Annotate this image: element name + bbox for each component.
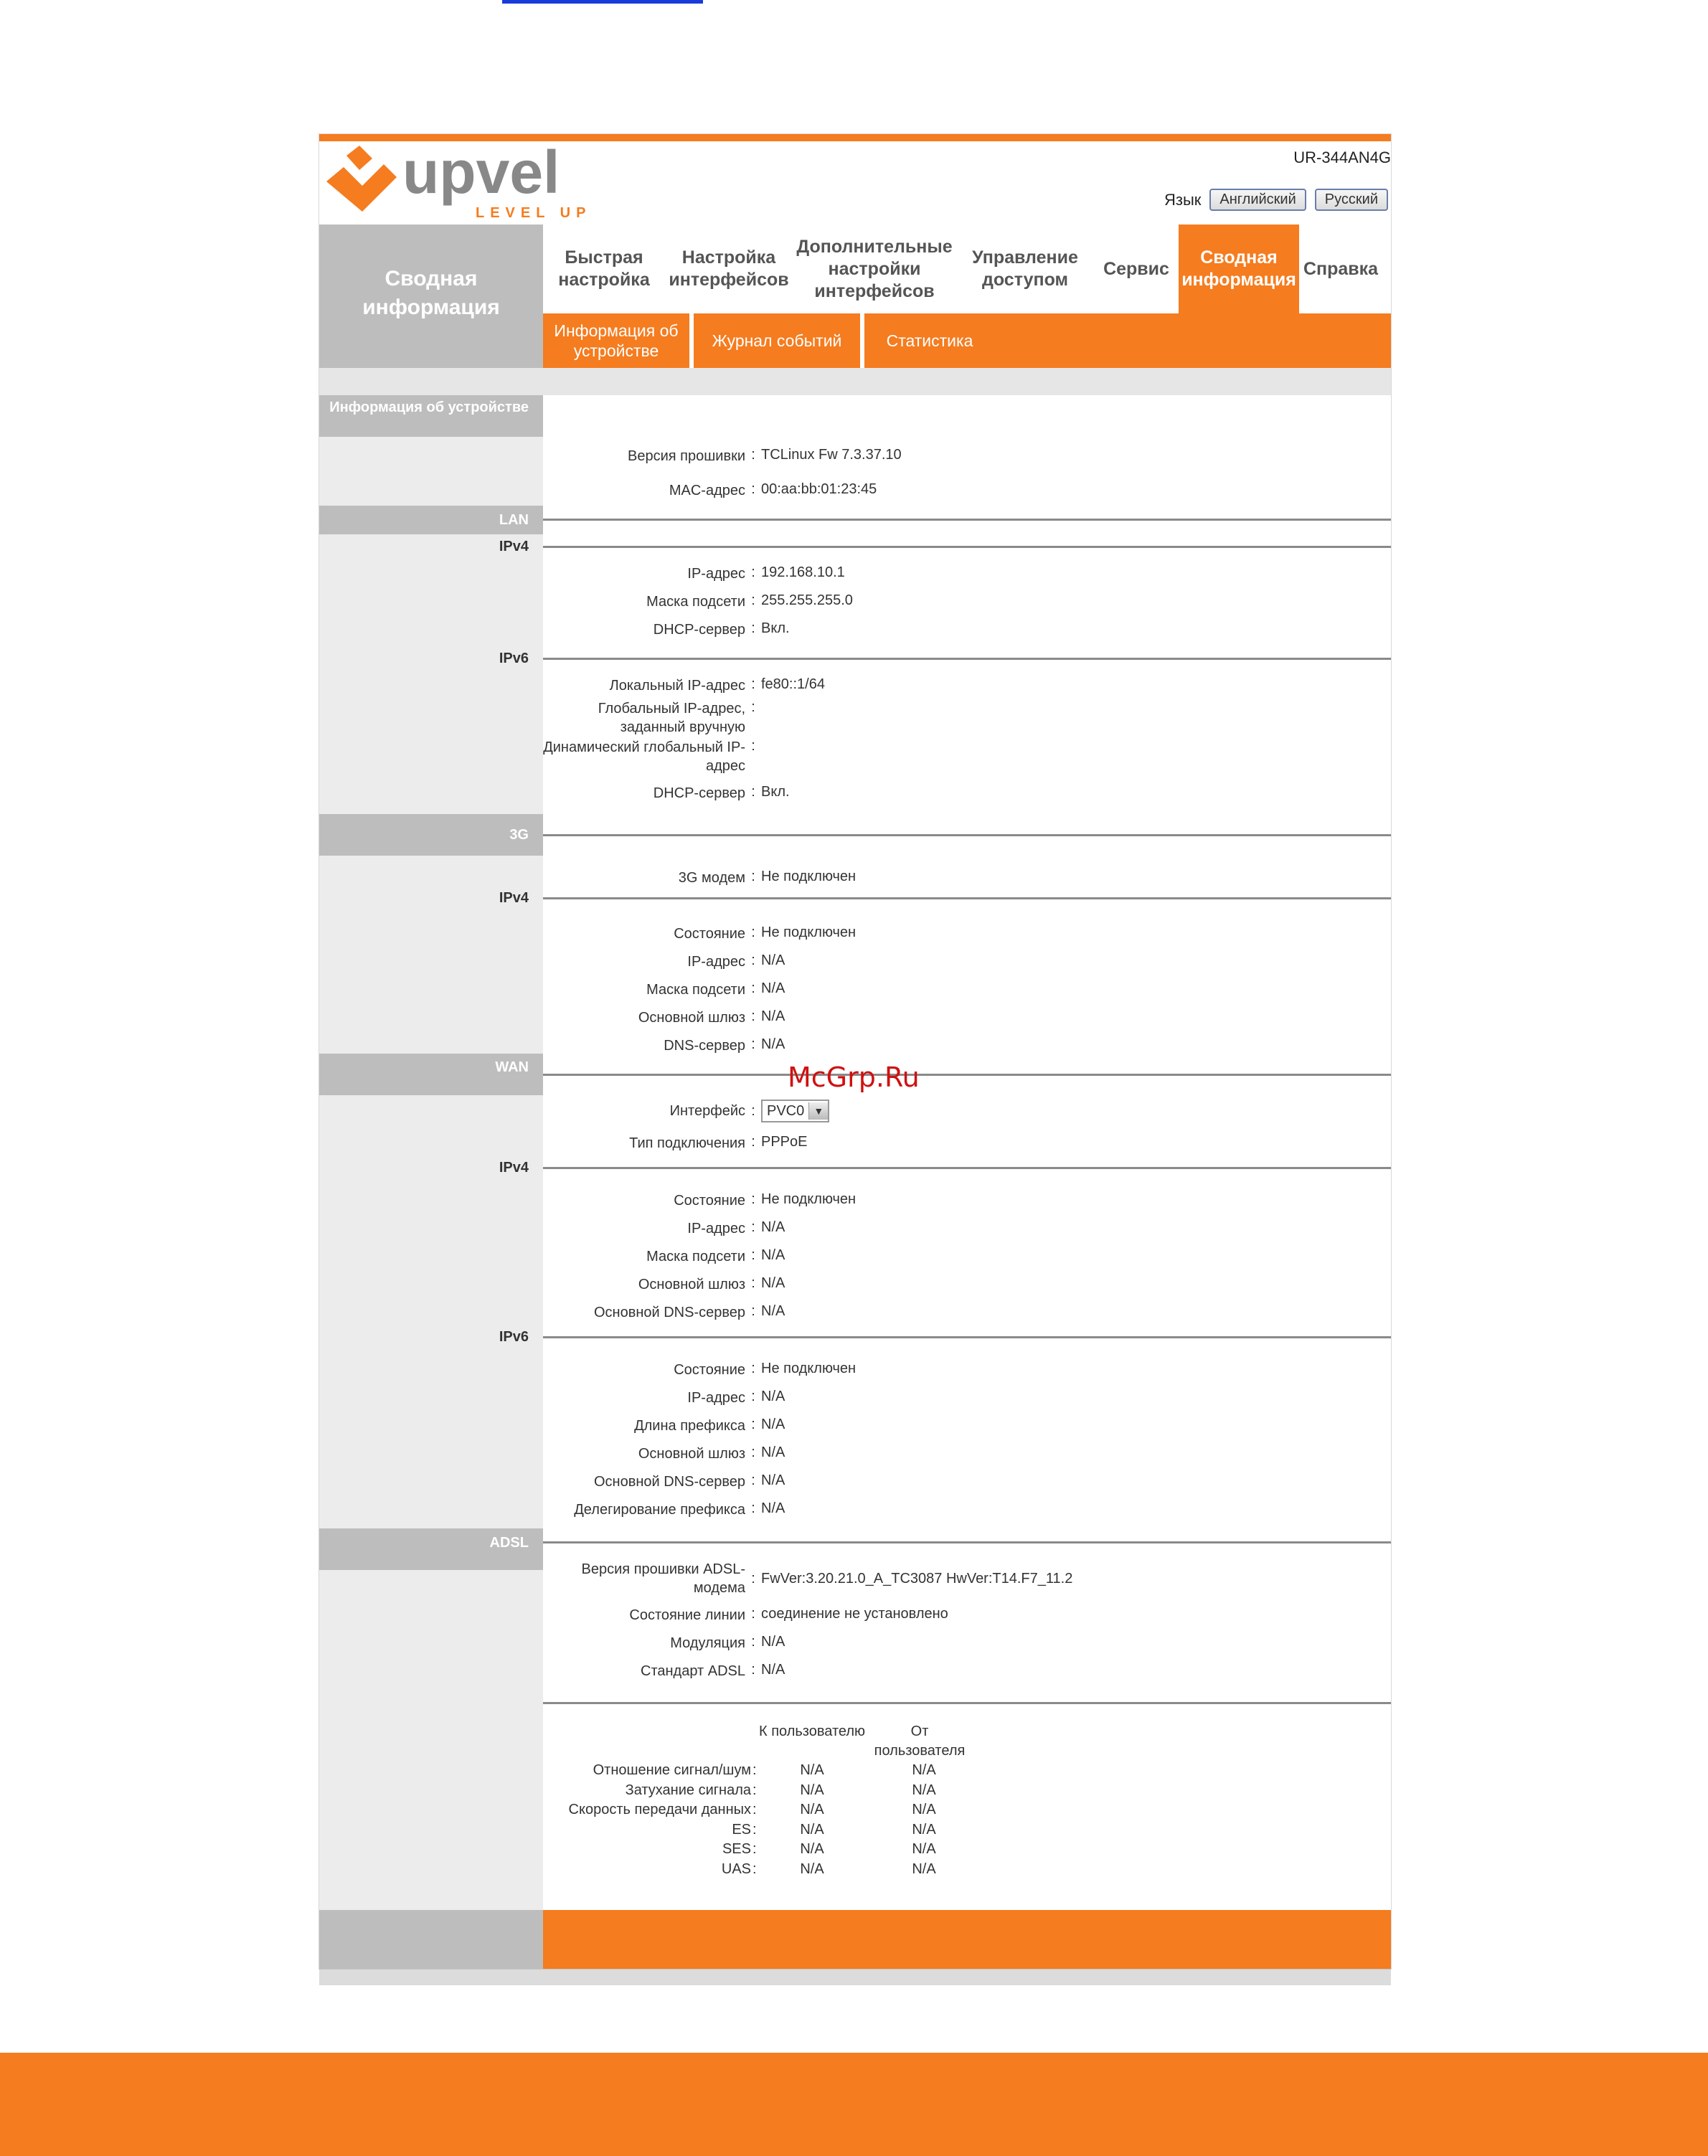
lan-mask-row: Маска подсети : 255.255.255.0: [543, 592, 853, 611]
field-value: N/A: [761, 1247, 785, 1263]
divider: [543, 519, 1391, 521]
top-link-underline[interactable]: [502, 0, 703, 4]
field-label: Делегирование префикса: [574, 1502, 745, 1518]
field-label: IP-адрес: [687, 1221, 745, 1237]
header: [319, 141, 1391, 224]
divider: [543, 1167, 1391, 1169]
tab-interface-setup[interactable]: Настройка интерфейсов: [669, 247, 789, 290]
tab-advanced-setup[interactable]: Дополнительные настройки интерфейсов: [796, 236, 953, 301]
field-label: Состояние: [674, 1193, 745, 1209]
footer-left: [319, 1910, 543, 1969]
field-label: Локальный IP-адрес: [609, 678, 745, 694]
upvel-logo: [322, 146, 609, 220]
language-label: Язык: [1164, 190, 1202, 209]
field-label: IP-адрес: [687, 954, 745, 970]
lan-local-ip-row: Локальный IP-адрес : fe80::1/64: [543, 676, 825, 695]
3g-dns-row: DNS-сервер : N/A: [543, 1036, 785, 1055]
stats-row-colon: :: [752, 1782, 757, 1798]
stats-downstream-value: N/A: [800, 1782, 824, 1798]
stats-upstream-value: N/A: [912, 1861, 936, 1877]
field-value: N/A: [761, 1219, 785, 1235]
field-value: N/A: [761, 1036, 785, 1052]
3g-ipv4-label: IPv4: [499, 890, 529, 906]
field-label: DHCP-сервер: [653, 622, 745, 638]
wan-conn-type-row: Тип подключения : PPPoE: [543, 1134, 807, 1153]
model-name: UR-344AN4G: [1293, 148, 1391, 166]
subtab-bar: [543, 313, 1391, 368]
field-value: N/A: [761, 980, 785, 996]
field-value: TCLinux Fw 7.3.37.10: [761, 447, 902, 463]
watermark: McGrp.Ru: [788, 1062, 920, 1093]
adsl-line-row: Состояние линии : соединение не установлено: [543, 1606, 948, 1625]
divider: [543, 1702, 1391, 1704]
divider: [543, 546, 1391, 548]
horizontal-scrollbar[interactable]: [319, 1969, 1391, 1985]
field-label: Стандарт ADSL: [641, 1663, 745, 1679]
logo-text: upvel: [402, 146, 560, 206]
field-value: Не подключен: [761, 1361, 857, 1376]
tab-bar: [543, 224, 1391, 313]
logo-tagline: LEVEL UP: [476, 205, 592, 220]
field-label: Маска подсети: [646, 594, 745, 610]
divider: [543, 1541, 1391, 1543]
field-label: Версия прошивки ADSL-модема: [581, 1561, 745, 1596]
field-label: Динамический глобальный IP-адрес: [543, 739, 745, 774]
stats-upstream-value: N/A: [912, 1802, 936, 1817]
subtab-statistics[interactable]: Статистика: [886, 331, 973, 350]
section-lan: LAN: [319, 506, 543, 534]
left-title: Сводная информация: [362, 267, 500, 319]
field-label: 3G модем: [678, 870, 745, 886]
field-label: Длина префикса: [634, 1418, 745, 1434]
device-mac-row: MAC-адрес : 00:aa:bb:01:23:45: [543, 481, 877, 500]
field-label: IP-адрес: [687, 1390, 745, 1406]
wan6-ip-row: IP-адрес : N/A: [543, 1389, 785, 1407]
field-value: Не подключен: [761, 1191, 857, 1207]
field-value: N/A: [761, 1472, 785, 1488]
field-label: Состояние линии: [629, 1607, 745, 1623]
3g-ip-row: IP-адрес : N/A: [543, 952, 785, 971]
3g-state-row: Состояние : Не подключен: [543, 925, 856, 943]
field-value: fe80::1/64: [761, 676, 825, 692]
field-value: FwVer:3.20.21.0_A_TC3087 HwVer:T14.F7_11.2: [761, 1570, 1073, 1587]
field-value: PPPoE: [761, 1134, 808, 1150]
wan6-state-row: Состояние : Не подключен: [543, 1361, 856, 1379]
lan-dhcp-row: DHCP-сервер : Вкл.: [543, 620, 790, 639]
adsl-modulation-row: Модуляция : N/A: [543, 1634, 785, 1653]
field-value: N/A: [761, 1500, 785, 1516]
field-value: N/A: [761, 952, 785, 968]
field-label: Глобальный IP-адрес, заданный вручную: [598, 701, 745, 735]
stats-downstream-value: N/A: [800, 1841, 824, 1857]
stats-downstream-value: N/A: [800, 1802, 824, 1817]
stats-upstream-value: N/A: [912, 1782, 936, 1798]
field-value: N/A: [761, 1008, 785, 1024]
wan6-dns-row: Основной DNS-сервер : N/A: [543, 1472, 785, 1491]
stats-row-label: Отношение сигнал/шум: [593, 1762, 751, 1778]
section-wan: WAN: [319, 1054, 543, 1095]
field-label: Интерфейс: [669, 1103, 745, 1119]
tab-quick-setup[interactable]: Быстрая настройка: [558, 247, 650, 290]
stats-row-label: SES: [722, 1841, 751, 1857]
english-button[interactable]: Английский: [1209, 189, 1306, 211]
divider: [543, 1336, 1391, 1338]
lan-ipv4-label: IPv4: [499, 539, 529, 554]
field-label: Модуляция: [670, 1635, 745, 1651]
tab-status[interactable]: Сводная информация: [1179, 224, 1299, 313]
stats-downstream-value: N/A: [800, 1762, 824, 1778]
col-upstream: От пользователя: [874, 1724, 966, 1759]
divider: [543, 897, 1391, 899]
divider: [543, 658, 1391, 660]
wan6-prefix-row: Длина префикса : N/A: [543, 1417, 785, 1435]
stats-row-label: ES: [732, 1821, 751, 1838]
wan-interface-row: Интерфейс : PVC0 ▼: [543, 1100, 829, 1122]
field-value: N/A: [761, 1445, 785, 1460]
left-column: [319, 437, 543, 506]
lan-ipv6-label: IPv6: [499, 651, 529, 666]
field-label: Тип подключения: [629, 1135, 745, 1151]
field-label: Маска подсети: [646, 982, 745, 998]
wan-ip-row: IP-адрес : N/A: [543, 1219, 785, 1238]
adsl-stats-table: [543, 1722, 1045, 1894]
wan-mask-row: Маска подсети : N/A: [543, 1247, 785, 1266]
field-value: Не подключен: [761, 925, 857, 940]
field-value: Вкл.: [761, 620, 790, 636]
stats-downstream-value: N/A: [800, 1861, 824, 1877]
stats-row-colon: :: [752, 1861, 757, 1877]
stats-row-colon: :: [752, 1802, 757, 1817]
field-value: Вкл.: [761, 784, 790, 800]
divider: [543, 1074, 1391, 1076]
field-label: Основной шлюз: [638, 1277, 745, 1292]
field-label: Версия прошивки: [628, 448, 745, 464]
section-adsl: ADSL: [319, 1528, 543, 1570]
3g-modem-row: 3G модем : Не подключен: [543, 869, 856, 887]
tab-help[interactable]: Справка: [1303, 258, 1379, 279]
field-label: Состояние: [674, 1362, 745, 1378]
wan-dns-row: Основной DNS-сервер : N/A: [543, 1303, 785, 1322]
content-spacer: [319, 368, 1391, 395]
section-3g: 3G: [319, 814, 543, 856]
footer-bar: [543, 1910, 1391, 1969]
field-value: N/A: [761, 1389, 785, 1404]
wan-ipv6-label: IPv6: [499, 1329, 529, 1345]
subtab-device-info[interactable]: Информация об устройстве: [543, 313, 694, 368]
page-bottom-band: [0, 2053, 1708, 2156]
field-label: Основной DNS-сервер: [593, 1305, 745, 1320]
lan-global-manual-row: Глобальный IP-адрес, заданный вручную :: [543, 699, 761, 737]
wan6-delegation-row: Делегирование префикса : N/A: [543, 1500, 785, 1519]
stats-upstream-value: N/A: [912, 1841, 936, 1857]
stats-downstream-value: N/A: [800, 1821, 824, 1838]
main-navigation: [319, 224, 1391, 360]
stats-upstream-value: N/A: [912, 1821, 936, 1838]
interface-select-value: PVC0: [767, 1102, 805, 1119]
field-value: соединение не установлено: [761, 1606, 948, 1622]
field-value: 192.168.10.1: [761, 564, 845, 580]
stats-row-colon: :: [752, 1821, 757, 1838]
subtab-event-log[interactable]: Журнал событий: [694, 313, 864, 368]
stats-row-colon: :: [752, 1841, 757, 1857]
lan-dhcp6-row: DHCP-сервер : Вкл.: [543, 784, 790, 803]
field-value: 255.255.255.0: [761, 592, 853, 608]
section-device-info: Информация об устройстве: [319, 395, 543, 437]
3g-mask-row: Маска подсети : N/A: [543, 980, 785, 999]
field-value: N/A: [761, 1662, 785, 1678]
top-orange-bar: [319, 134, 1391, 141]
stats-row-colon: :: [752, 1762, 757, 1778]
chevron-down-icon[interactable]: ▼: [808, 1102, 828, 1120]
field-label: Маска подсети: [646, 1249, 745, 1264]
adsl-firmware-row: Версия прошивки ADSL-модема : FwVer:3.20.21.0_A_TC3087 HwVer:T14.F7_11.2: [543, 1560, 1072, 1597]
col-downstream: К пользователю: [758, 1724, 866, 1739]
field-value: N/A: [761, 1634, 785, 1650]
wan6-gateway-row: Основной шлюз : N/A: [543, 1445, 785, 1463]
field-label: Основной шлюз: [638, 1010, 745, 1026]
field-label: Состояние: [674, 926, 745, 942]
stats-upstream-value: N/A: [912, 1762, 936, 1778]
field-value: N/A: [761, 1417, 785, 1432]
device-firmware-row: Версия прошивки : TCLinux Fw 7.3.37.10: [543, 447, 902, 465]
wan-ipv4-label: IPv4: [499, 1160, 529, 1176]
field-value: 00:aa:bb:01:23:45: [761, 481, 877, 497]
field-label: DNS-сервер: [664, 1038, 745, 1054]
left-column: [319, 856, 543, 1054]
3g-gateway-row: Основной шлюз : N/A: [543, 1008, 785, 1027]
lan-dynamic-global-row: Динамический глобальный IP-адрес :: [543, 738, 755, 774]
left-column: [319, 1570, 543, 1910]
wan-state-row: Состояние : Не подключен: [543, 1191, 856, 1210]
field-label: DHCP-сервер: [653, 785, 745, 801]
divider: [543, 834, 1391, 836]
field-label: MAC-адрес: [669, 483, 745, 498]
russian-button[interactable]: Русский: [1315, 189, 1388, 211]
field-value: N/A: [761, 1275, 785, 1291]
stats-row-label: Затухание сигнала: [625, 1782, 751, 1798]
stats-row-label: UAS: [721, 1861, 751, 1877]
language-selector: [1164, 189, 1388, 211]
stats-row-label: Скорость передачи данных: [568, 1802, 751, 1817]
router-window: [319, 133, 1392, 1970]
left-column: [319, 534, 543, 838]
wan-gateway-row: Основной шлюз : N/A: [543, 1275, 785, 1294]
field-value: N/A: [761, 1303, 785, 1319]
lan-ip-row: IP-адрес : 192.168.10.1: [543, 564, 845, 583]
interface-select[interactable]: [761, 1100, 829, 1122]
adsl-standard-row: Стандарт ADSL : N/A: [543, 1662, 785, 1680]
field-label: Основной шлюз: [638, 1446, 745, 1462]
field-label: Основной DNS-сервер: [593, 1474, 745, 1490]
tab-access-management[interactable]: Управление доступом: [972, 247, 1078, 290]
field-value: Не подключен: [761, 869, 857, 884]
field-label: IP-адрес: [687, 566, 745, 582]
left-title-panel: [319, 224, 543, 368]
tab-service[interactable]: Сервис: [1103, 258, 1169, 279]
